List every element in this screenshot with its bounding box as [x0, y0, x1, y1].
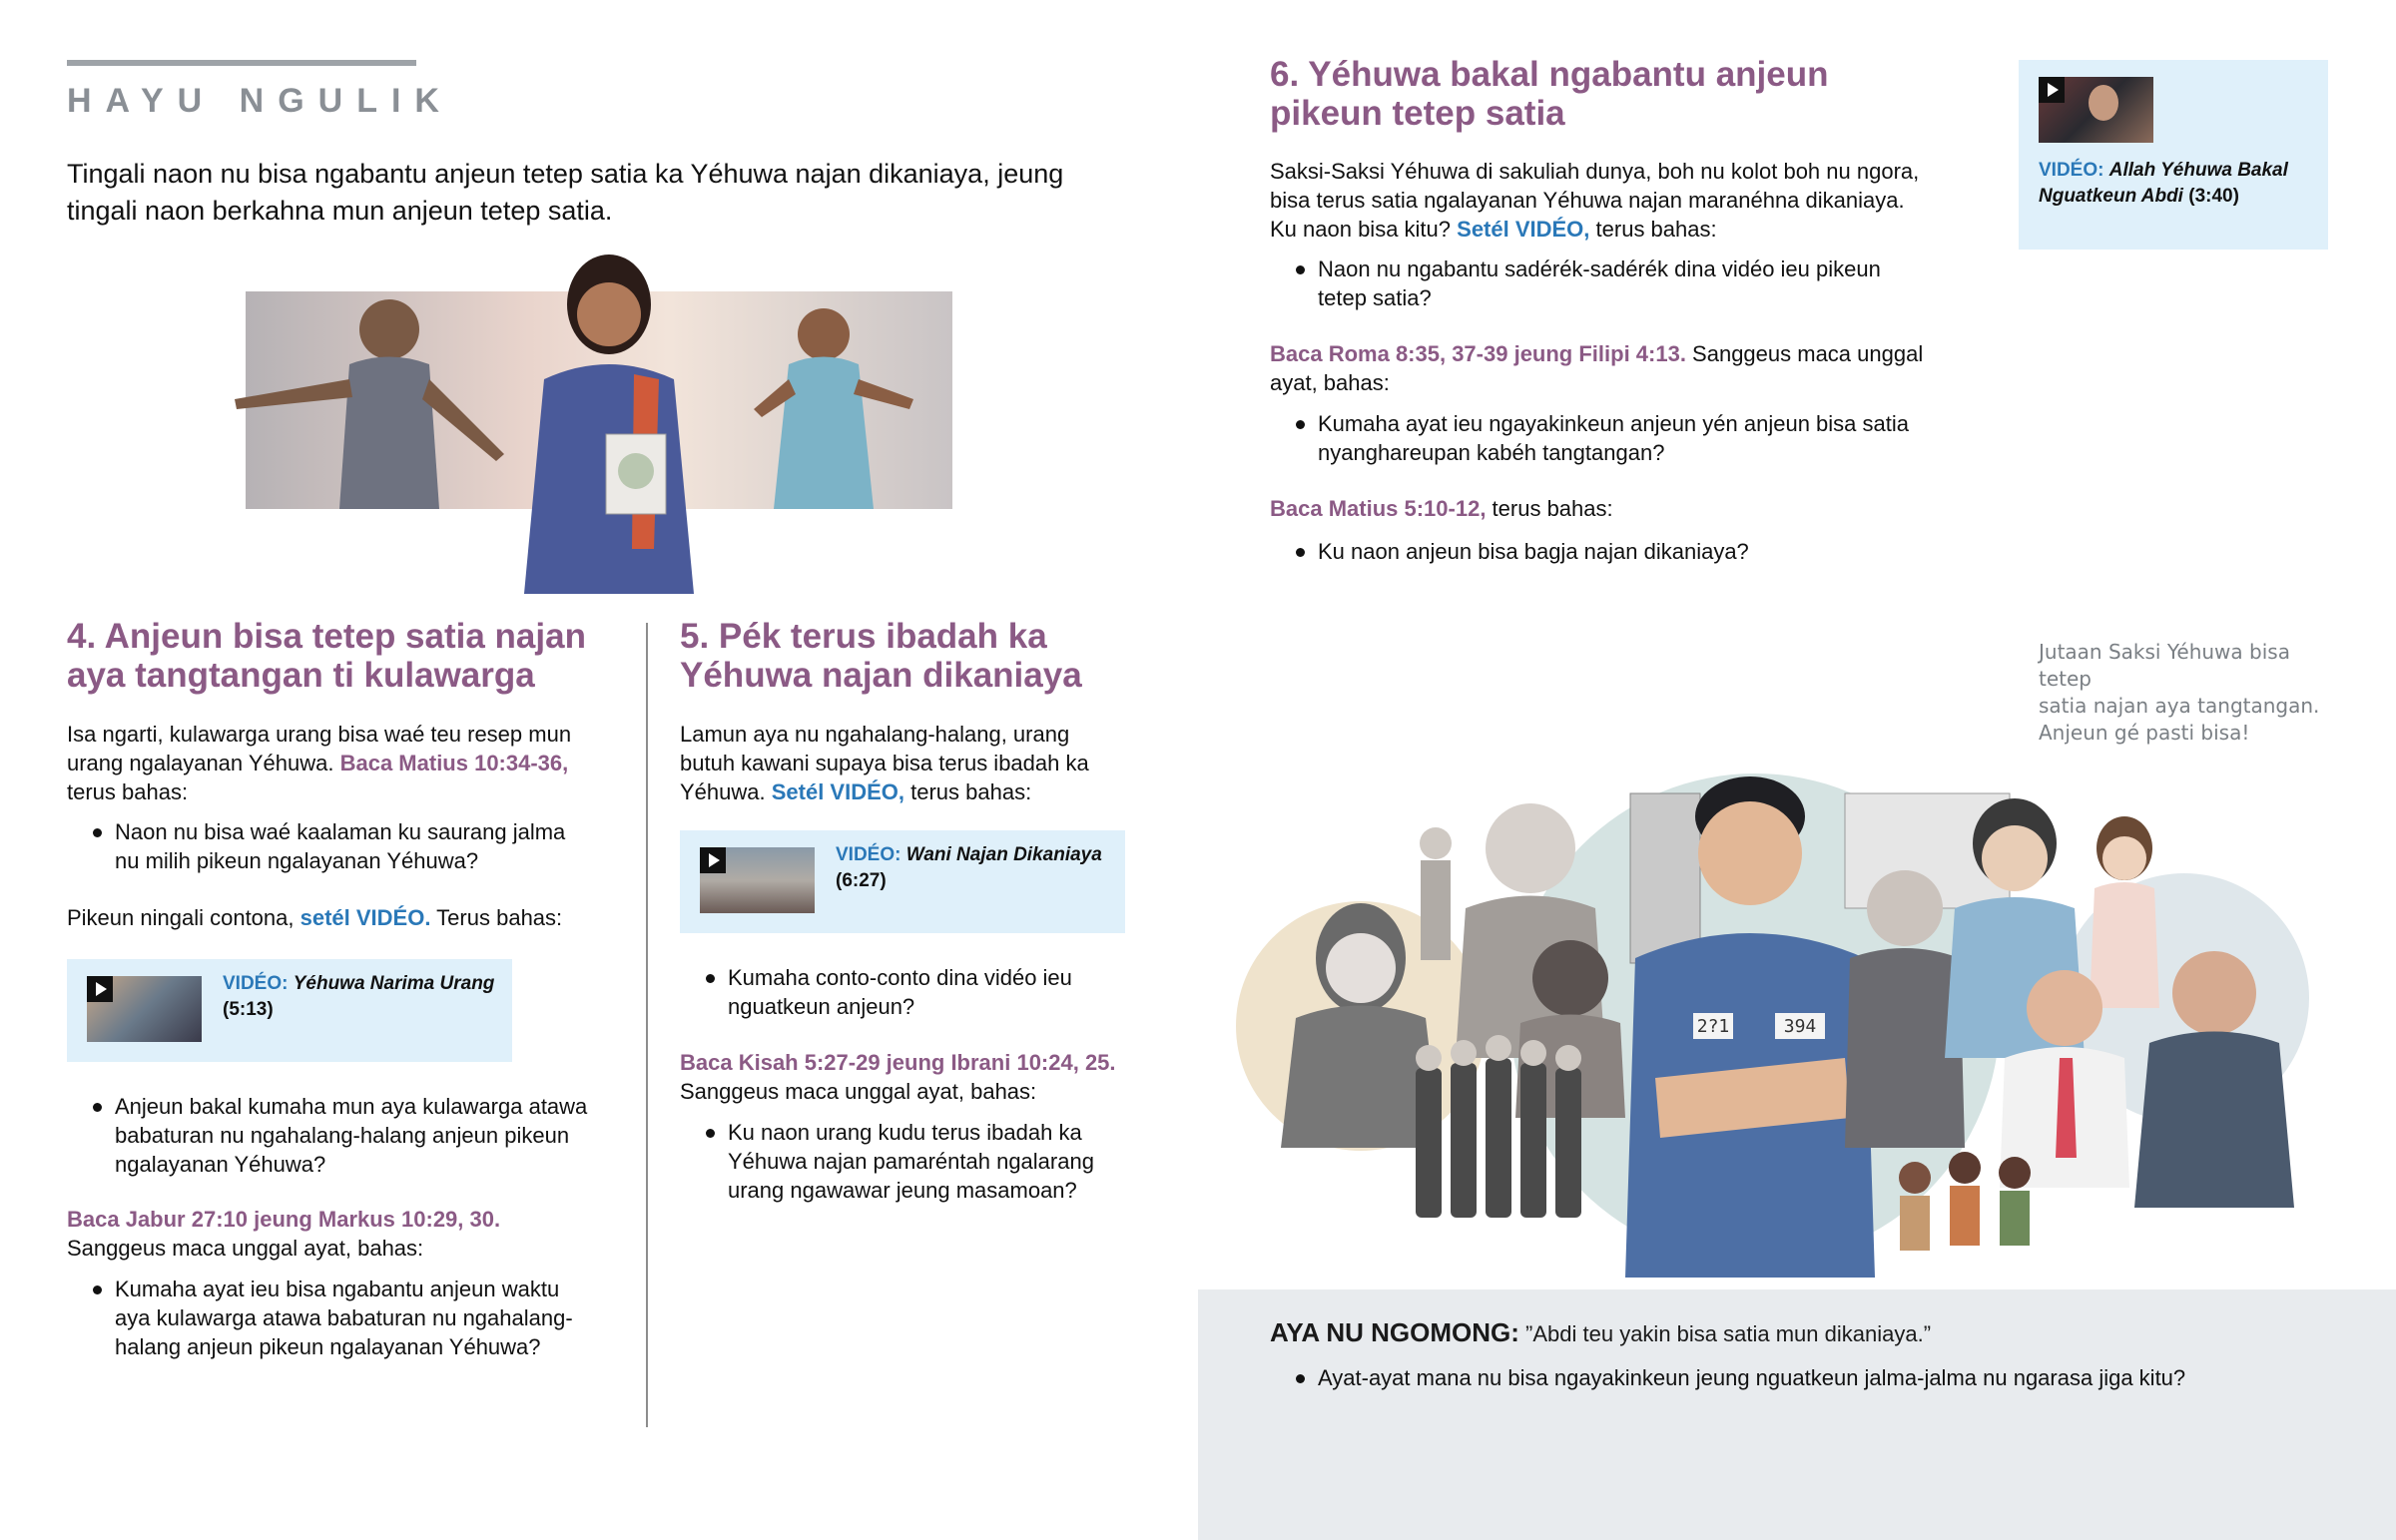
hero-illustration — [215, 250, 973, 594]
bullet-item — [67, 817, 646, 875]
paragraph-line: Sanggeus maca unggal ayat, bahas: — [67, 1236, 424, 1261]
play-video-link[interactable]: setél VIDÉO. — [300, 905, 431, 930]
play-icon[interactable] — [700, 847, 726, 873]
video-box-section-5[interactable] — [680, 830, 1125, 933]
section-5-title-line: 5. Pék terus ibadah ka — [680, 617, 1047, 656]
bullet-line: babaturan nu ngahalang-halang anjeun pikeun — [115, 1123, 570, 1148]
video-duration: (3:40) — [2188, 186, 2239, 207]
section-6-reference-2 — [1270, 494, 1989, 523]
man-figure — [235, 299, 504, 509]
section-5-paragraph — [680, 720, 1179, 806]
caption-line: Jutaan Saksi Yéhuwa bisa tetep — [2039, 640, 2290, 691]
bullet-item: Ku naon anjeun bisa bagja najan dikaniaya? — [1270, 537, 1989, 566]
paragraph-text: Yéhuwa. — [680, 779, 772, 804]
video-title: Nguatkeun Abdi — [2039, 186, 2183, 207]
video-title: Allah Yéhuwa Bakal — [2108, 160, 2288, 181]
paragraph-text: urang ngalayanan Yéhuwa. — [67, 751, 340, 775]
central-woman-figure — [524, 255, 694, 594]
section-6-title-line: 6. Yéhuwa bakal ngabantu anjeun — [1270, 55, 1829, 94]
section-4-bullet-2 — [67, 1092, 646, 1179]
paragraph-text: Ku naon bisa kitu? — [1270, 217, 1458, 242]
section-6-title-line: pikeun tetep satia — [1270, 94, 1565, 133]
paragraph-line: bisa terus satia ngalayanan Yéhuwa najan maranéhna dikaniaya. — [1270, 188, 1905, 213]
section-6-bullet-2 — [1270, 409, 1989, 467]
video-title: Wani Najan Dikaniaya — [905, 844, 1102, 865]
paragraph-text: terus bahas: — [1486, 496, 1613, 521]
video-thumbnail[interactable] — [87, 976, 202, 1042]
play-video-link[interactable]: Setél VIDÉO, — [771, 779, 905, 804]
video-box-section-6[interactable] — [2019, 60, 2328, 250]
paragraph-line: butuh kawani supaya bisa terus ibadah ka — [680, 751, 1089, 775]
paragraph-text: terus bahas: — [1589, 217, 1717, 242]
prisoner-number-badge: 2?1 — [1696, 1016, 1730, 1037]
section-5-title-line: Yéhuwa najan dikaniaya — [680, 656, 1082, 695]
illustration-caption — [2039, 639, 2338, 747]
bullet-item — [680, 1118, 1179, 1205]
section-6-paragraph — [1270, 157, 1989, 244]
some-say-quote: ”Abdi teu yakin bisa satia mun dikaniaya.” — [1518, 1321, 1932, 1346]
bullet-line: Anjeun bakal kumaha mun aya kulawarga atawa — [115, 1094, 588, 1119]
paragraph-line: terus bahas: — [67, 779, 189, 804]
video-box-section-4[interactable] — [67, 959, 512, 1062]
video-thumbnail[interactable] — [700, 847, 815, 913]
bullet-item — [680, 963, 1179, 1021]
bullet-item — [67, 1092, 646, 1179]
bullet-line: Ku naon urang kudu terus ibadah ka — [728, 1120, 1082, 1145]
video-label: VIDÉO: — [2039, 160, 2104, 181]
sitting-men — [1899, 1152, 2031, 1251]
section-6-reference-1 — [1270, 339, 1989, 397]
section-4-title-line: 4. Anjeun bisa tetep satia najan — [67, 617, 586, 656]
video-label: VIDÉO: — [836, 844, 901, 865]
section-4-reference-2 — [67, 1205, 646, 1263]
paragraph-text: Terus bahas: — [430, 905, 563, 930]
paragraph-text: Pikeun ningali contona, — [67, 905, 300, 930]
section-5-bullet-1 — [680, 963, 1179, 1021]
paragraph-text: Sanggeus maca unggal — [1685, 341, 1924, 366]
section-4-bullet-3 — [67, 1275, 646, 1361]
section-4-paragraph-2 — [67, 903, 646, 932]
video-title: Yéhuwa Narima Urang — [293, 973, 495, 994]
paragraph-text: terus bahas: — [904, 779, 1032, 804]
section-5-reference — [680, 1048, 1199, 1106]
video-thumbnail[interactable] — [2039, 77, 2153, 143]
caption-line: satia najan aya tangtangan. — [2039, 694, 2320, 718]
video-label: VIDÉO: — [223, 973, 289, 994]
section-kicker: HAYU NGULIK — [67, 82, 453, 120]
section-6-title — [1270, 55, 1989, 133]
bullet-line: nyanghareupan kabéh tangtangan? — [1318, 440, 1665, 465]
intro-text: Tingali naon nu bisa ngabantu anjeun tetep satia ka Yéhuwa najan dikaniaya, jeung tingali naon berkahna mun anjeun tetep satia. — [67, 159, 1064, 226]
section-5-title — [680, 617, 1179, 695]
header-rule — [67, 60, 416, 66]
woman-figure — [754, 308, 913, 509]
scripture-reference[interactable]: Baca Roma 8:35, 37-39 jeung Filipi 4:13. — [1270, 341, 1686, 366]
thumbnail-face — [2089, 85, 2118, 121]
section-5-bullet-2 — [680, 1118, 1179, 1205]
section-4-bullet-1 — [67, 817, 646, 875]
play-icon[interactable] — [87, 976, 113, 1002]
section-4-title — [67, 617, 626, 695]
caption-line: Anjeun gé pasti bisa! — [2039, 721, 2250, 745]
paragraph-line: Saksi-Saksi Yéhuwa di sakuliah dunya, boh nu kolot boh nu ngora, — [1270, 159, 1920, 184]
bullet-line: urang ngawawar jeung masamoan? — [728, 1178, 1077, 1203]
section-4-title-line: aya tangtangan ti kulawarga — [67, 656, 535, 695]
prison-window — [1630, 793, 1700, 963]
video-duration: (6:27) — [836, 870, 887, 891]
video-caption — [2039, 158, 2318, 210]
scripture-reference[interactable]: Baca Matius 10:34-36, — [339, 751, 569, 775]
scripture-reference[interactable]: Baca Matius 5:10-12, — [1270, 496, 1487, 521]
bullet-line: Naon nu ngabantu sadérék-sadérék dina vidéo ieu pikeun — [1318, 257, 1881, 281]
bullet-line: tetep satia? — [1318, 285, 1432, 310]
bullet-item: Ayat-ayat mana nu bisa ngayakinkeun jeung nguatkeun jalma-jalma nu ngarasa jiga kitu? — [1270, 1363, 2368, 1392]
paragraph-line: Lamun aya nu ngahalang-halang, urang — [680, 722, 1070, 747]
paragraph-line: Isa ngarti, kulawarga urang bisa waé teu resep mun — [67, 722, 572, 747]
section-6-bullet-3 — [1270, 537, 1989, 566]
bullet-line: Kumaha ayat ieu bisa ngabantu anjeun waktu — [115, 1277, 560, 1301]
play-icon[interactable] — [2039, 77, 2065, 103]
men-in-suits — [1416, 1035, 1581, 1218]
bullet-line: Kumaha ayat ieu ngayakinkeun anjeun yén anjeun bisa satia — [1318, 411, 1909, 436]
scripture-reference[interactable]: Baca Jabur 27:10 jeung Markus 10:29, 30. — [67, 1207, 501, 1232]
video-caption — [223, 971, 502, 1023]
bullet-line: nu milih pikeun ngalayanan Yéhuwa? — [115, 848, 479, 873]
column-divider — [646, 623, 648, 1427]
prisoner-number-badge: 394 — [1783, 1016, 1817, 1037]
bullet-line: Kumaha conto-conto dina vidéo ieu — [728, 965, 1072, 990]
bullet-line: ngalayanan Yéhuwa? — [115, 1152, 326, 1177]
paragraph-line: Sanggeus maca unggal ayat, bahas: — [680, 1079, 1037, 1104]
bullet-item — [67, 1275, 646, 1361]
section-6-bullet-1 — [1270, 255, 1989, 312]
video-caption — [836, 842, 1115, 894]
play-video-link[interactable]: Setél VIDÉO, — [1457, 217, 1590, 242]
bullet-line: Naon nu bisa waé kaalaman ku saurang jalma — [115, 819, 566, 844]
some-say-bullet — [1270, 1363, 2368, 1392]
group-illustration — [1226, 759, 2356, 1278]
bullet-item — [1270, 255, 1989, 312]
bullet-item — [1270, 409, 1989, 467]
paragraph-line: ayat, bahas: — [1270, 370, 1390, 395]
section-4-paragraph — [67, 720, 646, 806]
bullet-line: nguatkeun anjeun? — [728, 994, 915, 1019]
bullet-line: aya kulawarga atawa babaturan nu ngahalang- — [115, 1305, 573, 1330]
scripture-reference[interactable]: Baca Kisah 5:27-29 jeung Ibrani 10:24, 25. — [680, 1050, 1116, 1075]
some-say-heading — [1270, 1317, 2368, 1348]
bullet-line: halang anjeun pikeun ngalayanan Yéhuwa? — [115, 1334, 541, 1359]
bullet-line: Yéhuwa najan pamaréntah ngalarang — [728, 1149, 1094, 1174]
some-say-title: AYA NU NGOMONG: — [1270, 1317, 1519, 1347]
video-duration: (5:13) — [223, 999, 274, 1020]
